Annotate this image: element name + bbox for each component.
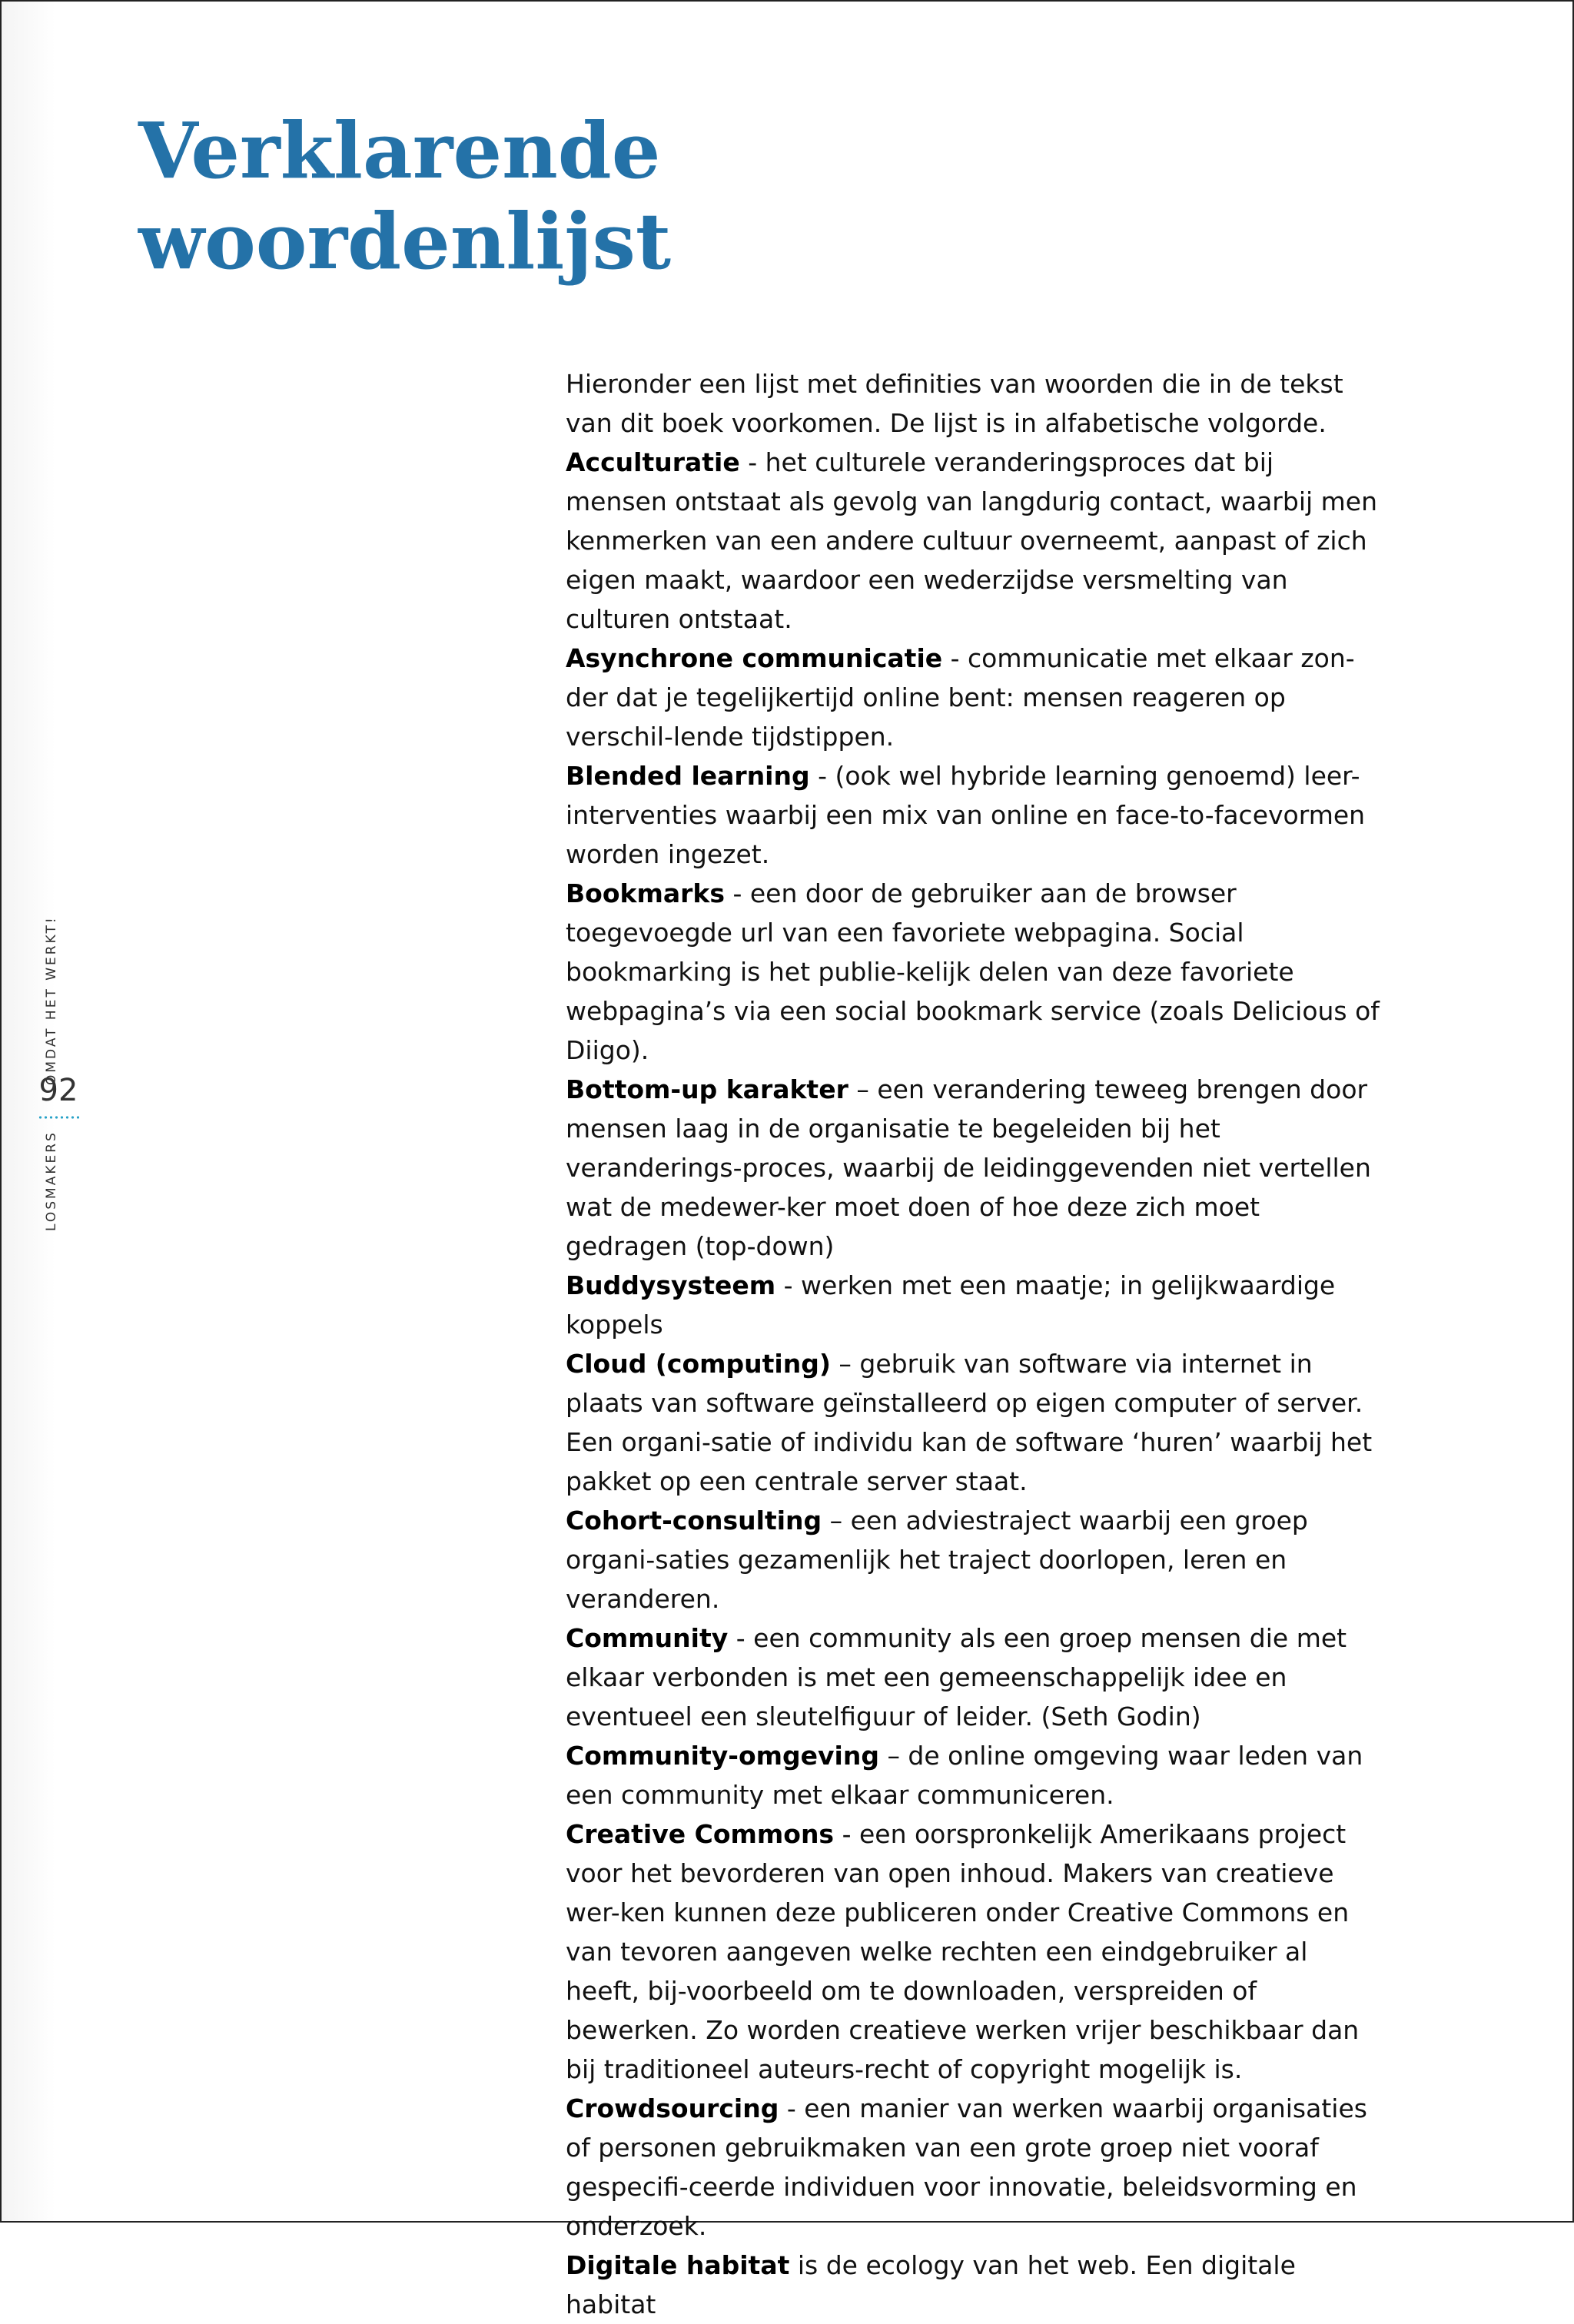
- glossary-definition: – gebruik van software via internet in plaats van software geïnstalleerd op eigen computer of server. Een organi-satie of individu kan de software ‘huren’ waarbij het pakket op een centrale server staat.: [566, 1349, 1373, 1496]
- glossary-term: Creative Commons: [566, 1819, 835, 1849]
- glossary-entry: [566, 639, 1380, 756]
- page-number-dots: [38, 1116, 79, 1119]
- glossary-term: Community: [566, 1623, 729, 1653]
- glossary-definition: - een door de gebruiker aan de browser toegevoegde url van een favoriete webpagina. Social bookmarking is het publie-kelijk delen van deze favoriete webpagina’s via een social bookmark service (zoals Delicious of Diigo).: [566, 878, 1380, 1065]
- glossary-entry: [566, 1618, 1380, 1736]
- book-subtitle: OMDAT HET WERKT!: [44, 915, 59, 1085]
- glossary-entry: [566, 756, 1380, 874]
- glossary-entry: [566, 1501, 1380, 1618]
- glossary-entry: [566, 1736, 1380, 1814]
- glossary-intro: Hieronder een lijst met definities van woorden die in de tekst van dit boek voorkomen. De lijst is in alfabetische volgorde.: [566, 369, 1343, 438]
- glossary-definition: - een manier van werken waarbij organisaties of personen gebruikmaken van een grote groep niet vooraf gespecifi-ceerde individuen voor innovatie, beleidsvorming en onderzoek.: [566, 2093, 1367, 2241]
- glossary-definition: - communicatie met elkaar zon-der dat je tegelijkertijd online bent: mensen reageren op verschil-lende tijdstippen.: [566, 643, 1355, 752]
- glossary-term: Cloud (computing): [566, 1349, 831, 1379]
- glossary-term: Acculturatie: [566, 447, 740, 477]
- glossary-definition: - (ook wel hybride learning genoemd) leer-interventies waarbij een mix van online en face-to-facevormen worden ingezet.: [566, 761, 1366, 869]
- glossary-entry: [566, 443, 1380, 639]
- glossary-entry: [566, 1266, 1380, 1344]
- page-title: [138, 105, 671, 287]
- glossary-definition: – een adviestraject waarbij een groep organi-saties gezamenlijk het traject doorlopen, leren en veranderen.: [566, 1506, 1308, 1614]
- glossary-definition: - het culturele veranderingsproces dat bij mensen ontstaat als gevolg van langdurig contact, waarbij men kenmerken van een andere cultuur overneemt, aanpast of zich eigen maakt, waardoor een wederzijdse versmelting van culturen ontstaat.: [566, 447, 1378, 634]
- glossary-entry: [566, 1344, 1380, 1501]
- glossary-definition: - een community als een groep mensen die met elkaar verbonden is met een gemeenschappelijk idee en eventueel een sleutelfiguur of leider. (Seth Godin): [566, 1623, 1347, 1731]
- glossary-term: Bookmarks: [566, 878, 725, 908]
- glossary-term: Digitale habitat: [566, 2250, 790, 2280]
- glossary-entry: [566, 874, 1380, 1070]
- glossary-term: Blended learning: [566, 761, 810, 791]
- glossary-definition: – de online omgeving waar leden van een community met elkaar communiceren.: [566, 1741, 1363, 1810]
- glossary-definition: – een verandering teweeg brengen door mensen laag in de organisatie te begeleiden bij het veranderings-proces, waarbij de leidinggevenden niet vertellen wat de medewer-ker moet doen of hoe deze zich moet gedragen (top-down): [566, 1074, 1371, 1261]
- running-header: [40, 908, 63, 1231]
- glossary-term: Asynchrone communicatie: [566, 643, 943, 673]
- glossary-term: Crowdsourcing: [566, 2093, 779, 2123]
- glossary-term: Buddysysteem: [566, 1270, 776, 1300]
- glossary-entry: [566, 2089, 1380, 2246]
- glossary-definition: is de ecology van het web. Een digitale habitat: [566, 2250, 1296, 2319]
- glossary-term: Bottom-up karakter: [566, 1074, 848, 1104]
- page-title-line-1: Verklarende: [138, 105, 661, 196]
- glossary-definition: - een oorspronkelijk Amerikaans project voor het bevorderen van open inhoud. Makers van creatieve wer-ken kunnen deze publiceren onder Creative Commons en van tevoren aangeven welke rechten een eindgebruiker al heeft, bij-voorbeeld om te downloaden, verspreiden of bewerken. Zo worden creatieve werken vrijer beschikbaar dan bij traditioneel auteurs-recht of copyright mogelijk is.: [566, 1819, 1360, 2084]
- page-number: 92: [38, 1073, 78, 1108]
- glossary-term: Cohort-consulting: [566, 1506, 822, 1536]
- glossary-term: Community-omgeving: [566, 1741, 879, 1771]
- glossary-entry: [566, 1070, 1380, 1266]
- page-title-line-2: woordenlijst: [138, 196, 672, 287]
- glossary-entry: [566, 1814, 1380, 2089]
- book-title: LOSMAKERS: [44, 1130, 59, 1231]
- glossary-entry: [566, 2246, 1380, 2324]
- glossary-body: [566, 364, 1380, 2324]
- glossary-definition: - werken met een maatje; in gelijkwaardige koppels: [566, 1270, 1336, 1340]
- glossary-entries: [566, 443, 1380, 2324]
